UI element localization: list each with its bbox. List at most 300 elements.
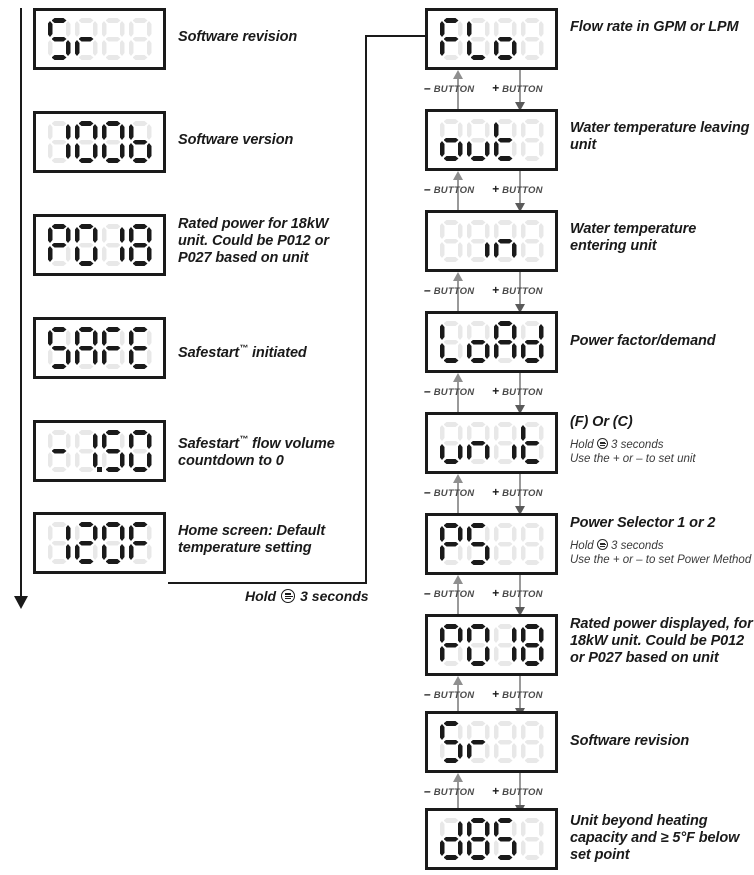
segment-c <box>458 840 463 856</box>
segment-b <box>93 433 98 449</box>
segment-g <box>444 239 459 244</box>
segment-d <box>498 855 513 860</box>
button-word: BUTTON <box>502 690 543 701</box>
segment-c <box>66 349 71 365</box>
segment-d <box>106 467 121 472</box>
lcd-display-in <box>425 210 558 272</box>
button-word: BUTTON <box>433 286 475 297</box>
segment-b <box>66 21 71 37</box>
segment-d <box>444 560 459 565</box>
segment-c <box>539 743 544 759</box>
seven-segment-digit <box>521 321 544 363</box>
segment-f <box>48 124 53 140</box>
plus-sign: + <box>492 81 500 95</box>
segment-f <box>440 324 445 340</box>
segment-a <box>471 818 486 823</box>
segment-e <box>467 545 472 561</box>
segment-e <box>440 743 445 759</box>
segment-g <box>79 37 94 42</box>
segment-c <box>458 444 463 460</box>
column-connector-bottom <box>168 582 367 584</box>
segment-e <box>494 141 499 157</box>
segment-g <box>52 243 67 248</box>
lcd-display-unit <box>425 412 558 474</box>
segment-g <box>498 837 513 842</box>
segment-c <box>512 646 517 662</box>
segment-g <box>79 541 94 546</box>
desc-flow-rate: Flow rate in GPM or LPM <box>570 19 739 35</box>
seven-segment-digit <box>494 220 517 262</box>
plus-sign: + <box>492 784 500 798</box>
button-word: BUTTON <box>433 690 475 701</box>
segment-c <box>93 246 98 262</box>
segment-d <box>525 560 540 565</box>
plus-button-label-0 <box>492 81 543 95</box>
segment-a <box>133 430 148 435</box>
minus-button-label-7 <box>424 784 474 798</box>
segment-f <box>440 21 445 37</box>
segment-a <box>444 624 459 629</box>
segment-e <box>440 545 445 561</box>
seven-segment-digit <box>102 522 125 564</box>
desc-software-revision-right: Software revision <box>570 733 690 749</box>
segment-g <box>471 740 486 745</box>
segment-a <box>498 321 513 326</box>
segment-g <box>444 441 459 446</box>
segment-a <box>525 721 540 726</box>
segment-d <box>444 661 459 666</box>
segment-d <box>79 261 94 266</box>
segment-c <box>458 141 463 157</box>
segment-b <box>66 525 71 541</box>
seven-segment-digit <box>521 119 544 161</box>
segment-d <box>133 559 148 564</box>
segment-e <box>102 349 107 365</box>
arrow-up-icon-7 <box>453 773 463 782</box>
segment-e <box>494 242 499 258</box>
minus-button-label-5 <box>424 586 474 600</box>
segment-b <box>147 433 152 449</box>
segment-b <box>539 425 544 441</box>
minus-sign: – <box>424 182 431 196</box>
segment-g <box>498 239 513 244</box>
segment-d <box>79 55 94 60</box>
segment-e <box>467 343 472 359</box>
segment-a <box>106 327 121 332</box>
segment-g <box>471 37 486 42</box>
segment-a <box>498 18 513 23</box>
plus-sign: + <box>492 687 500 701</box>
segment-f <box>467 425 472 441</box>
desc-safestart-flow-volume <box>178 431 358 470</box>
seven-segment-digit <box>521 18 544 60</box>
lcd-display-home-screen <box>33 512 166 574</box>
segment-c <box>485 343 490 359</box>
segment-b <box>147 227 152 243</box>
segment-g <box>525 340 540 345</box>
segment-c <box>512 242 517 258</box>
seven-segment-digit <box>48 327 71 369</box>
plus-button-label-3 <box>492 384 543 398</box>
segment-d <box>498 758 513 763</box>
segment-b <box>93 124 98 140</box>
segment-f <box>48 21 53 37</box>
segment-c <box>66 544 71 560</box>
segment-f <box>129 525 134 541</box>
trademark-symbol: ™ <box>239 434 249 444</box>
segment-g <box>52 541 67 546</box>
seven-segment-digit <box>467 119 490 161</box>
arrow-up-icon-3 <box>453 373 463 382</box>
segment-d <box>444 358 459 363</box>
desc-flow-volume-post: flow volume countdown to 0 <box>178 435 335 469</box>
segment-a <box>525 220 540 225</box>
segment-c <box>120 40 125 56</box>
segment-g <box>471 340 486 345</box>
subdesc-unit-usage: Use the + or – to set unit <box>570 453 696 465</box>
segment-g <box>525 441 540 446</box>
segment-d <box>471 661 486 666</box>
seven-segment-digit <box>521 818 544 860</box>
segment-c <box>512 545 517 561</box>
segment-a <box>444 119 459 124</box>
segment-g <box>498 441 513 446</box>
segment-d <box>498 156 513 161</box>
segment-d <box>52 261 67 266</box>
segment-a <box>106 224 121 229</box>
segment-e <box>102 246 107 262</box>
segment-f <box>75 21 80 37</box>
segment-d <box>471 560 486 565</box>
segment-e <box>521 40 526 56</box>
lcd-display-flo <box>425 8 558 70</box>
segment-g <box>525 740 540 745</box>
segment-b <box>512 627 517 643</box>
segment-e <box>467 242 472 258</box>
segment-g <box>106 140 121 145</box>
plus-button-label-4 <box>492 485 543 499</box>
seven-segment-digit <box>467 721 490 763</box>
lcd-display-ps <box>425 513 558 575</box>
segment-a <box>525 18 540 23</box>
segment-c <box>485 545 490 561</box>
segment-g <box>52 449 67 454</box>
desc-flow-volume-pre: Safestart <box>178 435 240 452</box>
segment-a <box>471 18 486 23</box>
subdesc-unit-hold <box>570 438 754 452</box>
segment-a <box>471 721 486 726</box>
segment-d <box>106 55 121 60</box>
minus-sign: – <box>424 485 431 499</box>
segment-e <box>102 544 107 560</box>
minus-sign: – <box>424 81 431 95</box>
arrow-up-icon-4 <box>453 474 463 483</box>
segment-a <box>133 327 148 332</box>
segment-a <box>498 721 513 726</box>
segment-c <box>93 544 98 560</box>
segment-b <box>66 330 71 346</box>
segment-d <box>498 257 513 262</box>
arrow-up-icon-0 <box>453 70 463 79</box>
segment-e <box>440 840 445 856</box>
seven-segment-digit <box>440 818 463 860</box>
segment-g <box>52 346 67 351</box>
desc-home-screen: Home screen: Default temperature setting <box>178 523 326 556</box>
segment-f <box>467 821 472 837</box>
segment-e <box>48 452 53 468</box>
segment-b <box>539 627 544 643</box>
segment-c <box>458 40 463 56</box>
lcd-display-safe <box>33 317 166 379</box>
segment-b <box>147 124 152 140</box>
desc-safestart-initiated <box>178 340 358 362</box>
segment-b <box>458 324 463 340</box>
segment-f <box>494 324 499 340</box>
desc-power-factor-demand: Power factor/demand <box>570 333 716 349</box>
segment-d <box>525 661 540 666</box>
arrow-up-icon-6 <box>453 676 463 685</box>
desc-unit-f-or-c: (F) Or (C) <box>570 414 633 430</box>
left-flow-spine <box>20 8 22 598</box>
segment-e <box>102 143 107 159</box>
seven-segment-digit <box>75 430 98 472</box>
seven-segment-digit <box>494 321 517 363</box>
segment-b <box>120 433 125 449</box>
left-flow-arrow-down-icon <box>14 596 28 609</box>
segment-d <box>133 55 148 60</box>
segment-b <box>120 124 125 140</box>
desc-rated-power: Rated power for 18kW unit. Could be P012 or P027 based on unit <box>178 216 329 266</box>
segment-b <box>120 227 125 243</box>
segment-d <box>133 467 148 472</box>
segment-e <box>440 444 445 460</box>
segment-b <box>485 122 490 138</box>
plus-button-label-1 <box>492 182 543 196</box>
segment-a <box>133 522 148 527</box>
segment-f <box>521 122 526 138</box>
segment-f <box>494 724 499 740</box>
segment-c <box>147 246 152 262</box>
desc-safestart-initiated-pre: Safestart <box>178 344 240 361</box>
segment-g <box>79 346 94 351</box>
desc-safestart-initiated-post: initiated <box>248 344 307 361</box>
segment-g <box>471 542 486 547</box>
segment-f <box>48 433 53 449</box>
segment-g <box>79 140 94 145</box>
segment-d <box>133 364 148 369</box>
segment-g <box>525 837 540 842</box>
segment-a <box>444 818 459 823</box>
segment-g <box>106 449 121 454</box>
segment-a <box>79 18 94 23</box>
minus-button-label-6 <box>424 687 474 701</box>
segment-b <box>485 821 490 837</box>
segment-f <box>440 122 445 138</box>
seven-segment-digit <box>48 121 71 163</box>
segment-c <box>485 646 490 662</box>
seven-segment-digit <box>521 523 544 565</box>
segment-g <box>525 37 540 42</box>
segment-e <box>440 242 445 258</box>
segment-f <box>440 526 445 542</box>
segment-g <box>444 340 459 345</box>
minus-button-label-3 <box>424 384 474 398</box>
segment-d <box>106 364 121 369</box>
segment-c <box>93 452 98 468</box>
segment-d <box>498 358 513 363</box>
subdesc-ps-hold <box>570 539 754 553</box>
segment-f <box>48 525 53 541</box>
segment-a <box>444 220 459 225</box>
segment-d <box>79 158 94 163</box>
plus-sign: + <box>492 283 500 297</box>
segment-f <box>102 21 107 37</box>
seven-segment-digit <box>494 721 517 763</box>
segment-e <box>75 143 80 159</box>
segment-g <box>471 837 486 842</box>
seven-segment-digit <box>494 523 517 565</box>
segment-d <box>471 758 486 763</box>
segment-c <box>147 40 152 56</box>
segment-f <box>75 330 80 346</box>
segment-b <box>512 122 517 138</box>
segment-g <box>444 37 459 42</box>
button-word: BUTTON <box>433 185 475 196</box>
segment-f <box>467 526 472 542</box>
segment-a <box>498 818 513 823</box>
segment-e <box>494 840 499 856</box>
seven-segment-digit <box>440 624 463 666</box>
menu-circle-icon <box>597 539 608 550</box>
segment-b <box>512 223 517 239</box>
segment-a <box>133 224 148 229</box>
lcd-display-flow-countdown <box>33 420 166 482</box>
seven-segment-digit <box>521 721 544 763</box>
segment-a <box>133 18 148 23</box>
button-word: BUTTON <box>502 84 543 95</box>
segment-e <box>75 544 80 560</box>
segment-a <box>498 523 513 528</box>
segment-a <box>471 624 486 629</box>
seven-segment-digit <box>494 624 517 666</box>
segment-c <box>539 343 544 359</box>
lcd-display-sr-right <box>425 711 558 773</box>
plus-sign: + <box>492 485 500 499</box>
segment-c <box>120 246 125 262</box>
segment-g <box>79 243 94 248</box>
segment-c <box>93 349 98 365</box>
seven-segment-digit <box>102 327 125 369</box>
segment-f <box>467 21 472 37</box>
segment-b <box>539 526 544 542</box>
segment-e <box>494 40 499 56</box>
lcd-display-out <box>425 109 558 171</box>
seven-segment-digit <box>129 327 152 369</box>
plus-sign: + <box>492 182 500 196</box>
segment-g <box>498 340 513 345</box>
segment-f <box>494 627 499 643</box>
minus-button-label-4 <box>424 485 474 499</box>
desc-software-version: Software version <box>178 132 294 148</box>
segment-c <box>66 40 71 56</box>
segment-f <box>521 324 526 340</box>
segment-e <box>521 141 526 157</box>
segment-d <box>525 156 540 161</box>
segment-c <box>66 143 71 159</box>
seven-segment-digit <box>521 624 544 666</box>
segment-e <box>75 452 80 468</box>
lcd-display-p018-right <box>425 614 558 676</box>
arrow-up-icon-2 <box>453 272 463 281</box>
minus-sign: – <box>424 283 431 297</box>
segment-b <box>485 223 490 239</box>
segment-f <box>521 21 526 37</box>
hold-3-seconds-note <box>245 588 369 604</box>
segment-e <box>494 545 499 561</box>
segment-f <box>129 227 134 243</box>
segment-b <box>93 227 98 243</box>
segment-c <box>120 544 125 560</box>
segment-e <box>521 444 526 460</box>
seven-segment-digit <box>48 522 71 564</box>
seven-segment-digit <box>75 18 98 60</box>
segment-g <box>471 138 486 143</box>
segment-a <box>498 119 513 124</box>
seven-segment-digit <box>48 224 71 266</box>
segment-b <box>147 525 152 541</box>
segment-c <box>458 545 463 561</box>
segment-d <box>525 358 540 363</box>
button-word: BUTTON <box>502 286 543 297</box>
segment-b <box>539 223 544 239</box>
segment-d <box>52 158 67 163</box>
segment-d <box>498 459 513 464</box>
segment-b <box>458 724 463 740</box>
segment-a <box>79 430 94 435</box>
segment-g <box>133 37 148 42</box>
seven-segment-digit <box>102 430 125 472</box>
segment-f <box>467 122 472 138</box>
segment-g <box>498 138 513 143</box>
segment-c <box>485 840 490 856</box>
segment-e <box>102 40 107 56</box>
segment-c <box>485 40 490 56</box>
segment-e <box>75 349 80 365</box>
segment-b <box>512 21 517 37</box>
segment-d <box>79 467 94 472</box>
button-word: BUTTON <box>502 787 543 798</box>
segment-g <box>444 138 459 143</box>
trademark-symbol: ™ <box>239 343 249 353</box>
segment-f <box>521 724 526 740</box>
segment-d <box>525 55 540 60</box>
segment-b <box>512 324 517 340</box>
segment-g <box>133 541 148 546</box>
segment-a <box>525 818 540 823</box>
segment-b <box>512 724 517 740</box>
seven-segment-digit <box>129 430 152 472</box>
button-word: BUTTON <box>502 387 543 398</box>
segment-e <box>521 646 526 662</box>
segment-a <box>498 220 513 225</box>
seven-segment-digit <box>467 321 490 363</box>
segment-c <box>147 143 152 159</box>
minus-sign: – <box>424 384 431 398</box>
seven-segment-digit <box>494 422 517 464</box>
seven-segment-digit <box>494 119 517 161</box>
segment-e <box>48 40 53 56</box>
arrow-up-icon-5 <box>453 575 463 584</box>
